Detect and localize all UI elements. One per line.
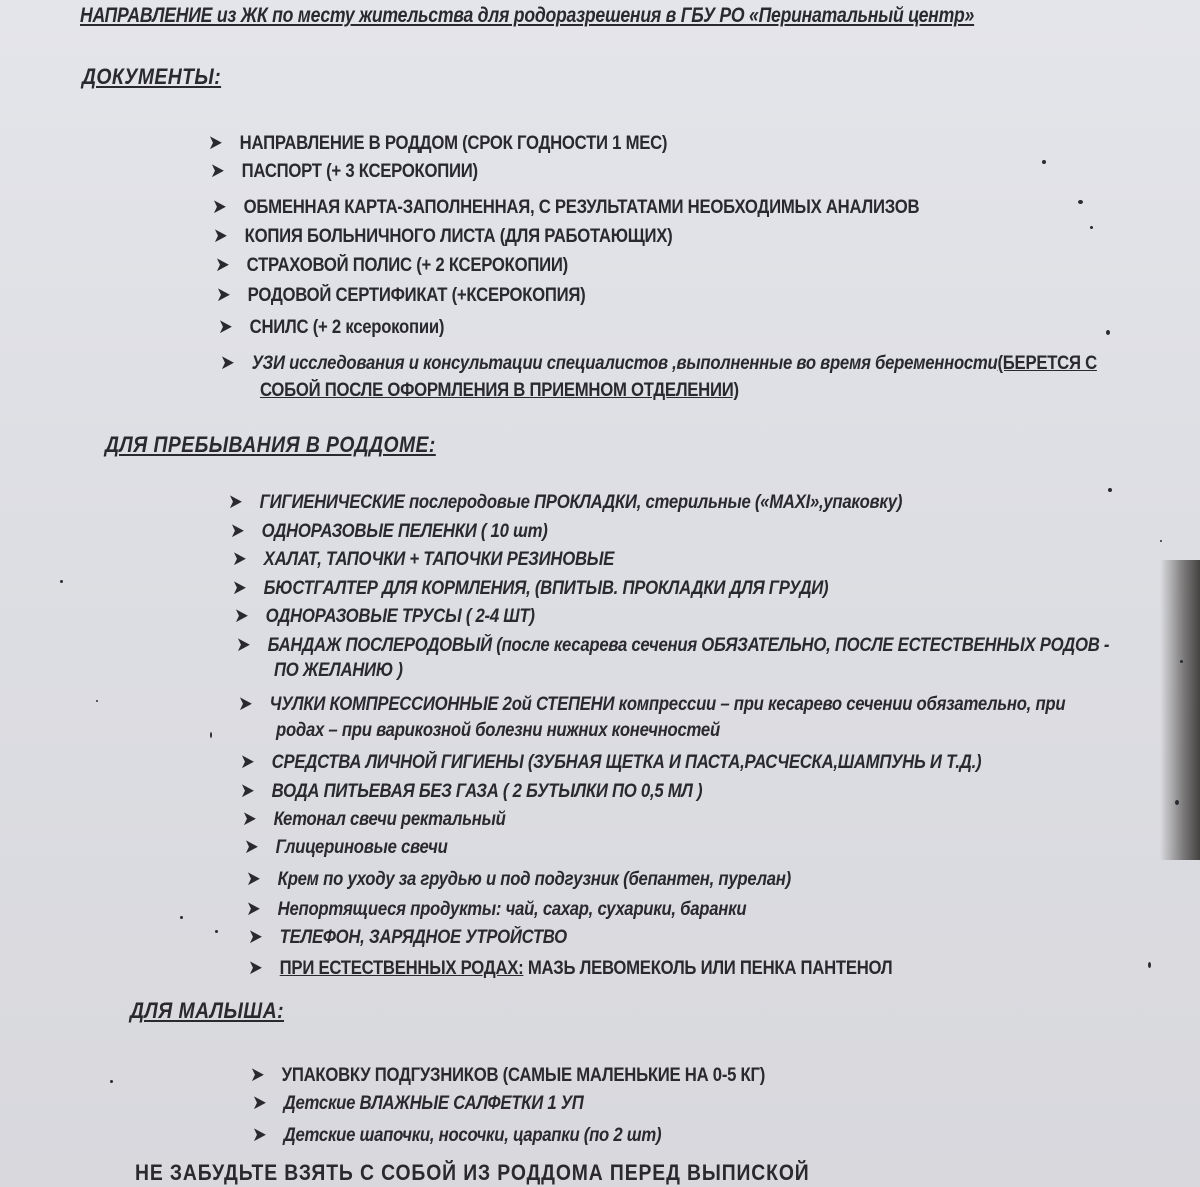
list-item: ➤ КОПИЯ БОЛЬНИЧНОГО ЛИСТА (ДЛЯ РАБОТАЮЩИХ) — [213, 225, 673, 247]
arrow-bullet-icon: ➤ — [213, 225, 228, 247]
list-item: ➤ Детские шапочки, носочки, царапки (по 2 шт) — [252, 1124, 662, 1146]
list-item: ➤ ПРИ ЕСТЕСТВЕННЫХ РОДАХ: МАЗЬ ЛЕВОМЕКОЛЬ ИЛИ ПЕНКА ПАНТЕНОЛ — [248, 957, 893, 979]
list-item: ➤ ОДНОРАЗОВЫЕ ПЕЛЕНКИ ( 10 шт) — [230, 520, 548, 542]
list-item: ➤ УЗИ исследования и консультации специалистов ,выполненные во время беременности(БЕРЕТСЯ С — [220, 352, 1097, 374]
toner-speck — [1148, 962, 1151, 968]
list-item: ➤ ОБМЕННАЯ КАРТА-ЗАПОЛНЕННАЯ, С РЕЗУЛЬТАТАМИ НЕОБХОДИМЫХ АНАЛИЗОВ — [212, 196, 920, 218]
arrow-bullet-icon: ➤ — [220, 352, 235, 374]
toner-speck — [1042, 160, 1046, 164]
arrow-bullet-icon: ➤ — [216, 284, 231, 306]
toner-speck — [1090, 226, 1093, 229]
document-title: НАПРАВЛЕНИЕ из ЖК по месту жительства для родоразрешения в ГБУ РО «Перинатальный центр» — [80, 4, 975, 27]
list-item-continuation: ПО ЖЕЛАНИЮ ) — [274, 660, 403, 681]
list-item: ➤ Крем по уходу за грудью и под подгузник (бепантен, пурелан) — [246, 868, 791, 890]
photo-shadow-edge — [1160, 560, 1200, 860]
list-item: ➤ ЧУЛКИ КОМПРЕССИОННЫЕ 2ой СТЕПЕНИ компрессии – при кесарево сечении обязательно, при — [238, 693, 1066, 715]
arrow-bullet-icon: ➤ — [230, 520, 245, 542]
list-item: ➤ ОДНОРАЗОВЫЕ ТРУСЫ ( 2-4 ШТ) — [234, 605, 535, 627]
arrow-bullet-icon: ➤ — [210, 160, 225, 182]
list-item: ➤ Детские ВЛАЖНЫЕ САЛФЕТКИ 1 УП — [252, 1092, 584, 1114]
toner-speck — [215, 930, 218, 933]
arrow-bullet-icon: ➤ — [248, 926, 263, 948]
arrow-bullet-icon: ➤ — [234, 605, 249, 627]
arrow-bullet-icon: ➤ — [228, 491, 243, 513]
arrow-bullet-icon: ➤ — [232, 577, 247, 599]
list-item: ➤ СНИЛС (+ 2 ксерокопии) — [218, 316, 445, 338]
list-item: ➤ ГИГИЕНИЧЕСКИЕ послеродовые ПРОКЛАДКИ, стерильные («MAXI»,упаковку) — [228, 491, 903, 513]
list-item: ➤ СРЕДСТВА ЛИЧНОЙ ГИГИЕНЫ (ЗУБНАЯ ЩЕТКА И ПАСТА,РАСЧЕСКА,ШАМПУНЬ И Т.Д.) — [240, 751, 982, 773]
arrow-bullet-icon: ➤ — [212, 196, 227, 218]
arrow-bullet-icon: ➤ — [250, 1064, 265, 1086]
arrow-bullet-icon: ➤ — [248, 957, 263, 979]
arrow-bullet-icon: ➤ — [215, 254, 230, 276]
toner-speck — [1106, 330, 1110, 335]
toner-speck — [210, 732, 212, 738]
arrow-bullet-icon: ➤ — [208, 132, 223, 154]
list-item: ➤ ПАСПОРТ (+ 3 КСЕРОКОПИИ) — [210, 160, 478, 182]
list-item: ➤ Непортящиеся продукты: чай, сахар, сухарики, баранки — [246, 898, 747, 920]
arrow-bullet-icon: ➤ — [240, 780, 255, 802]
list-item-continuation: СОБОЙ ПОСЛЕ ОФОРМЛЕНИЯ В ПРИЕМНОМ ОТДЕЛЕНИИ) — [260, 380, 739, 401]
list-item: ➤ Кетонал свечи ректальный — [242, 808, 506, 830]
arrow-bullet-icon: ➤ — [238, 693, 253, 715]
toner-speck — [60, 580, 63, 583]
toner-speck — [1180, 660, 1183, 663]
list-item: ➤ ТЕЛЕФОН, ЗАРЯДНОЕ УТРОЙСТВО — [248, 926, 567, 948]
list-item: ➤ БЮСТГАЛТЕР ДЛЯ КОРМЛЕНИЯ, (ВПИТЫВ. ПРОКЛАДКИ ДЛЯ ГРУДИ) — [232, 577, 829, 599]
list-item: ➤ ХАЛАТ, ТАПОЧКИ + ТАПОЧКИ РЕЗИНОВЫЕ — [232, 548, 615, 570]
toner-speck — [110, 1080, 113, 1083]
arrow-bullet-icon: ➤ — [218, 316, 233, 338]
list-item-continuation: родах – при варикозной болезни нижних конечностей — [276, 720, 720, 741]
baby-heading: ДЛЯ МАЛЫША: — [130, 998, 285, 1023]
list-item: ➤ УПАКОВКУ ПОДГУЗНИКОВ (САМЫЕ МАЛЕНЬКИЕ НА 0-5 КГ) — [250, 1064, 766, 1086]
arrow-bullet-icon: ➤ — [244, 836, 259, 858]
toner-speck — [1175, 800, 1179, 805]
list-item: ➤ ВОДА ПИТЬЕВАЯ БЕЗ ГАЗА ( 2 БУТЫЛКИ ПО 0,5 МЛ ) — [240, 780, 703, 802]
list-item: ➤ СТРАХОВОЙ ПОЛИС (+ 2 КСЕРОКОПИИ) — [215, 254, 568, 276]
arrow-bullet-icon: ➤ — [252, 1124, 267, 1146]
toner-speck — [180, 916, 183, 919]
toner-speck — [1108, 488, 1112, 492]
arrow-bullet-icon: ➤ — [242, 808, 257, 830]
arrow-bullet-icon: ➤ — [252, 1092, 267, 1114]
toner-speck — [96, 700, 98, 702]
list-item: ➤ РОДОВОЙ СЕРТИФИКАТ (+КСЕРОКОПИЯ) — [216, 284, 586, 306]
arrow-bullet-icon: ➤ — [240, 751, 255, 773]
stay-heading: ДЛЯ ПРЕБЫВАНИЯ В РОДДОМЕ: — [105, 432, 436, 457]
arrow-bullet-icon: ➤ — [246, 898, 261, 920]
list-item: ➤ БАНДАЖ ПОСЛЕРОДОВЫЙ (после кесарева сечения ОБЯЗАТЕЛЬНО, ПОСЛЕ ЕСТЕСТВЕННЫХ РОДОВ - — [236, 634, 1110, 656]
documents-heading: ДОКУМЕНТЫ: — [82, 64, 222, 89]
list-item: ➤ НАПРАВЛЕНИЕ В РОДДОМ (СРОК ГОДНОСТИ 1 МЕС) — [208, 132, 668, 154]
arrow-bullet-icon: ➤ — [246, 868, 261, 890]
arrow-bullet-icon: ➤ — [236, 634, 251, 656]
toner-speck — [1160, 540, 1162, 542]
arrow-bullet-icon: ➤ — [232, 548, 247, 570]
list-item: ➤ Глицериновые свечи — [244, 836, 448, 858]
toner-speck — [1078, 200, 1083, 204]
footer-reminder: НЕ ЗАБУДЬТЕ ВЗЯТЬ С СОБОЙ ИЗ РОДДОМА ПЕРЕД ВЫПИСКОЙ — [135, 1160, 810, 1185]
